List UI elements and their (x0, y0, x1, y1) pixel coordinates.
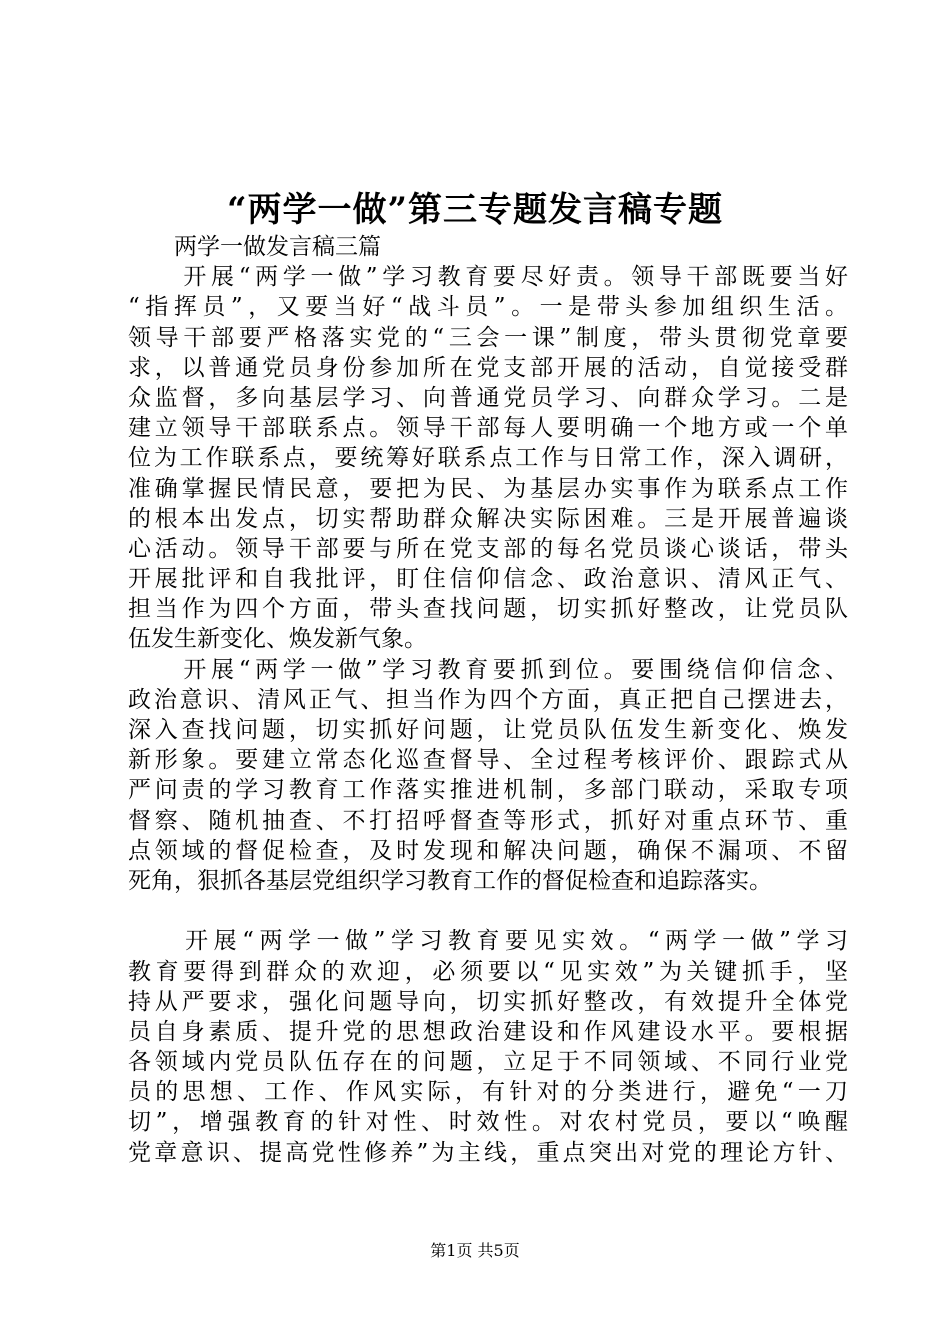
text-line: 领导干部要严格落实党的“三会一课”制度，带头贯彻党章要 (128, 324, 848, 351)
document-title: “两学一做”第三专题发言稿专题 (226, 190, 724, 230)
text-line: “指挥员”，又要当好“战斗员”。一是带头参加组织生活。 (128, 294, 848, 321)
text-line: 开展“两学一做”学习教育要尽好责。领导干部既要当好 (128, 264, 848, 291)
text-line: 心活动。领导干部要与所在党支部的每名党员谈心谈话，带头 (128, 535, 848, 562)
text-line: 督察、随机抽查、不打招呼督查等形式，抓好对重点环节、重 (128, 807, 848, 834)
text-line: 各领域内党员队伍存在的问题，立足于不同领域、不同行业党 (128, 1049, 848, 1076)
text-line: 众监督，多向基层学习、向普通党员学习、向群众学习。二是 (128, 384, 848, 411)
text-line: 两学一做发言稿三篇 (128, 234, 381, 260)
text-line: 党章意识、提高党性修养”为主线，重点突出对党的理论方针、 (128, 1139, 848, 1166)
document-body (128, 232, 848, 1168)
text-line: 伍发生新变化、焕发新气象。 (128, 626, 427, 653)
text-line: 新形象。要建立常态化巡查督导、全过程考核评价、跟踪式从 (128, 747, 848, 774)
text-line: 员自身素质、提升党的思想政治建设和作风建设水平。要根据 (128, 1018, 848, 1045)
text-line: 建立领导干部联系点。领导干部每人要明确一个地方或一个单 (128, 415, 848, 442)
text-line: 开展批评和自我批评，盯住信仰信念、政治意识、清风正气、 (128, 566, 848, 593)
text-line: 教育要得到群众的欢迎，必须要以“见实效”为关键抓手，坚 (128, 958, 848, 985)
text-line: 点领域的督促检查，及时发现和解决问题，确保不漏项、不留 (128, 837, 848, 864)
text-line: 政治意识、清风正气、担当作为四个方面，真正把自己摆进去， (128, 686, 848, 713)
text-line: 准确掌握民情民意，要把为民、为基层办实事作为联系点工作 (128, 475, 848, 502)
text-line: 持从严要求，强化问题导向，切实抓好整改，有效提升全体党 (128, 988, 848, 1015)
page-footer: 第1页 共5页 (430, 1241, 520, 1260)
text-line: 深入查找问题，切实抓好问题，让党员队伍发生新变化、焕发 (128, 717, 848, 743)
text-line: 开展“两学一做”学习教育要抓到位。要围绕信仰信念、 (128, 656, 848, 683)
text-line: 求，以普通党员身份参加所在党支部开展的活动，自觉接受群 (128, 354, 848, 381)
text-line: 开展“两学一做”学习教育要见实效。“两学一做”学习 (128, 928, 848, 955)
text-line: 员的思想、工作、作风实际，有针对的分类进行，避免“一刀 (128, 1079, 848, 1106)
text-line: 切”，增强教育的针对性、时效性。对农村党员，要以“唤醒 (128, 1109, 848, 1136)
blank-line (128, 896, 848, 926)
text-line: 担当作为四个方面，带头查找问题，切实抓好整改，让党员队 (128, 596, 848, 623)
text-line: 死角，狠抓各基层党组织学习教育工作的督促检查和追踪落实。 (128, 867, 772, 894)
text-line: 严问责的学习教育工作落实推进机制，多部门联动，采取专项 (128, 777, 848, 804)
text-line: 位为工作联系点，要统筹好联系点工作与日常工作，深入调研， (128, 445, 848, 472)
text-line: 的根本出发点，切实帮助群众解决实际困难。三是开展普遍谈 (128, 505, 848, 532)
